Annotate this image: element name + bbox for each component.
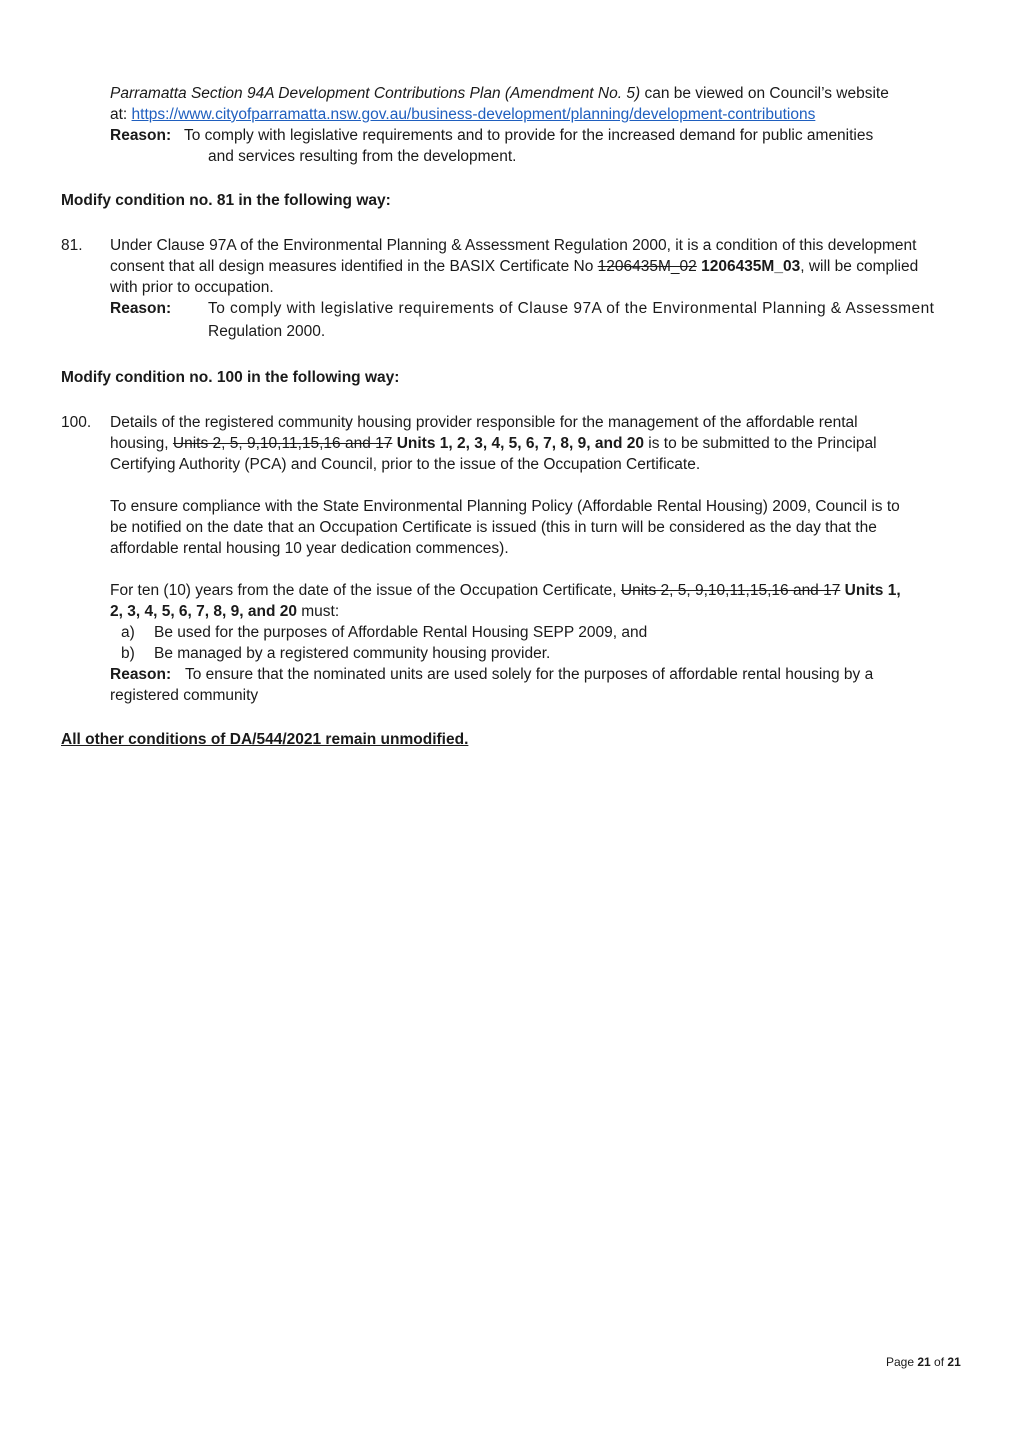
- reason-text-cont: registered community: [110, 687, 259, 704]
- page-total: 21: [947, 1355, 961, 1369]
- c100-p1-line-3: Certifying Authority (PCA) and Council, prior to the issue of the Occupation Certificate.: [110, 456, 701, 473]
- condition-100-reason: [110, 664, 961, 706]
- c100-p2-line-2: be notified on the date that an Occupation Certificate is issued (this in turn will be considered as the day that the: [110, 519, 877, 536]
- list-marker: b): [121, 645, 135, 662]
- viewed-text: can be viewed on Council’s website: [640, 85, 889, 102]
- c81-line-2: [110, 256, 961, 277]
- reason-label: Reason:: [110, 300, 172, 317]
- c100-p2-line-1: To ensure compliance with the State Environmental Planning Policy (Affordable Rental Housing) 2009, Council is to: [110, 498, 900, 515]
- c81-text-end: , will be complied: [800, 258, 919, 275]
- condition-81-body: [110, 235, 961, 298]
- condition-81-number: 81.: [61, 237, 83, 254]
- condition-100-para-1: [110, 412, 961, 475]
- reason-text: To comply with legislative requirements of Clause 97A of the Environmental Planning & Assessment: [208, 300, 935, 317]
- list-marker: a): [121, 624, 135, 641]
- c100-p2-line-3: affordable rental housing 10 year dedication commences).: [110, 540, 509, 557]
- new-units: Units 1,: [840, 582, 901, 599]
- c81-text: consent that all design measures identified in the BASIX Certificate No: [110, 258, 598, 275]
- condition-100-number: 100.: [61, 414, 92, 431]
- heading-condition-81: Modify condition no. 81 in the following way:: [61, 192, 391, 209]
- reason-label: Reason:: [110, 127, 172, 144]
- contributions-reason: [110, 125, 961, 167]
- new-units: Units 1, 2, 3, 4, 5, 6, 7, 8, 9, and 20: [392, 435, 644, 452]
- list-item: [121, 622, 647, 643]
- reason-text: To ensure that the nominated units are used solely for the purposes of affordable rental housing by a: [185, 666, 874, 683]
- c100-p3-line-1: [110, 580, 961, 601]
- c100-text: For ten (10) years from the date of the issue of the Occupation Certificate,: [110, 582, 621, 599]
- page-number: 21: [917, 1355, 931, 1369]
- reason-text-cont: Regulation 2000.: [208, 323, 326, 340]
- c100-text: housing,: [110, 435, 173, 452]
- contributions-line-1: [110, 83, 961, 104]
- c100-p1-line-2: [110, 433, 961, 454]
- reason-text: To comply with legislative requirements and to provide for the increased demand for public amenities: [184, 127, 874, 144]
- at-text: at:: [110, 106, 132, 123]
- c81-line-1: Under Clause 97A of the Environmental Planning & Assessment Regulation 2000, it is a condition of this development: [110, 237, 917, 254]
- reason-label: Reason:: [110, 666, 172, 683]
- c100-p1-line-1: Details of the registered community housing provider responsible for the management of the affordable rental: [110, 414, 858, 431]
- c100-text-end: is to be submitted to the Principal: [643, 435, 877, 452]
- list-item: [121, 643, 550, 664]
- contributions-link[interactable]: https://www.cityofparramatta.nsw.gov.au/business-development/planning/development-contributions: [131, 106, 816, 123]
- deleted-units: Units 2, 5, 9,10,11,15,16 and 17: [172, 435, 393, 452]
- condition-100-para-3: [110, 580, 961, 622]
- page-footer: [886, 1352, 961, 1373]
- deleted-units: Units 2, 5, 9,10,11,15,16 and 17: [620, 582, 841, 599]
- of-word: of: [930, 1355, 948, 1369]
- c100-text-end: must:: [296, 603, 340, 620]
- new-units-cont: 2, 3, 4, 5, 6, 7, 8, 9, and 20: [110, 603, 297, 620]
- reason-text-cont: and services resulting from the development.: [208, 148, 517, 165]
- page-word: Page: [886, 1355, 918, 1369]
- closing-statement: All other conditions of DA/544/2021 remain unmodified.: [61, 731, 469, 748]
- list-text: Be managed by a registered community housing provider.: [154, 645, 551, 662]
- c81-line-3: with prior to occupation.: [110, 279, 274, 296]
- list-text: Be used for the purposes of Affordable Rental Housing SEPP 2009, and: [154, 624, 648, 641]
- contributions-paragraph: [110, 83, 961, 125]
- new-certificate: 1206435M_03: [696, 258, 801, 275]
- heading-condition-100: Modify condition no. 100 in the following way:: [61, 369, 400, 386]
- deleted-certificate: 1206435M_02: [597, 258, 697, 275]
- condition-100-para-2: [110, 496, 961, 559]
- contributions-line-2: [110, 104, 961, 125]
- c100-p3-line-2: [110, 601, 961, 622]
- plan-title: Parramatta Section 94A Development Contributions Plan (Amendment No. 5): [110, 85, 641, 102]
- condition-81-reason: [110, 298, 961, 342]
